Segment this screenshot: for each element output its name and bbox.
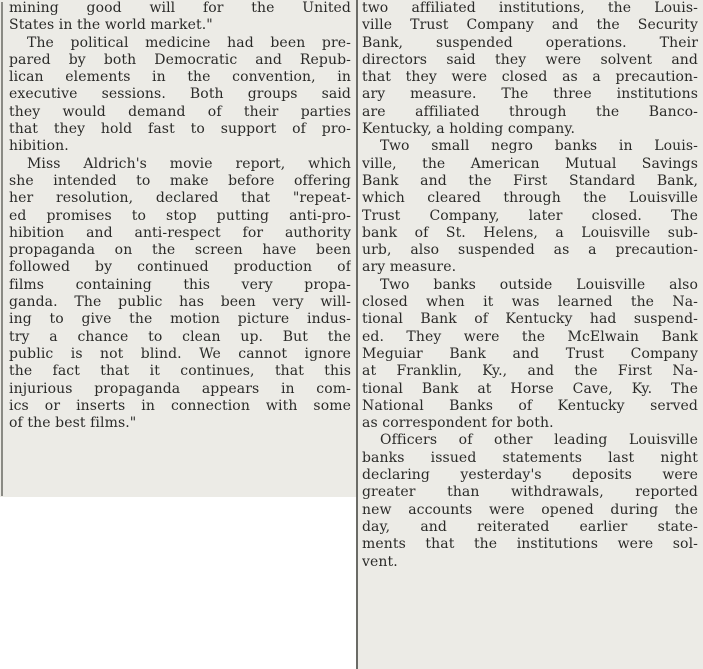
text-line: they would demand of their parties — [9, 103, 351, 120]
text-line: day, and reiterated earlier state- — [362, 518, 698, 535]
text-line: are affiliated through the Banco- — [362, 103, 698, 120]
text-line: ville, the American Mutual Savings — [362, 155, 698, 172]
text-line: Bank, suspended operations. Their — [362, 34, 698, 51]
text-line: bank of St. Helens, a Louisville sub- — [362, 224, 698, 241]
text-line: vent. — [362, 553, 398, 570]
text-line: States in the world market." — [9, 17, 213, 34]
text-line: ed. They were the McElwain Bank — [362, 328, 698, 345]
text-line: the fact that it continues, that this — [9, 363, 351, 380]
text-line: of the best films." — [9, 415, 137, 432]
text-line: two affiliated institutions, the Louis- — [362, 0, 698, 16]
text-line: new accounts were opened during the — [362, 501, 698, 518]
text-line: mining good will for the United — [9, 0, 351, 16]
text-line: pared by both Democratic and Repub- — [9, 51, 351, 68]
text-line: films containing this very propa- — [9, 276, 351, 293]
text-line: urb, also suspended as a precaution- — [362, 242, 698, 259]
text-line: Two banks outside Louisville also — [380, 276, 698, 293]
text-line: propaganda on the screen have been — [9, 242, 351, 259]
left-edge-scan-mark — [1, 2, 3, 496]
text-line: ments that the institutions were sol- — [362, 536, 698, 553]
text-line: injurious propaganda appears in com- — [9, 380, 351, 397]
text-line: followed by continued production of — [9, 259, 351, 276]
text-line: The political medicine had been pre- — [27, 34, 351, 51]
text-line: as correspondent for both. — [362, 415, 554, 432]
text-line: greater than withdrawals, reported — [362, 484, 698, 501]
text-line: lican elements in the convention, in — [9, 69, 351, 86]
text-line: public is not blind. We cannot ignore — [9, 345, 351, 362]
text-line: Trust Company, later closed. The — [362, 207, 698, 224]
text-line: ing to give the motion picture indus- — [9, 311, 351, 328]
text-line: Bank and the First Standard Bank, — [362, 172, 698, 189]
text-line: ics or inserts in connection with some — [9, 397, 351, 414]
left-text-column — [9, 0, 351, 432]
text-line: Miss Aldrich's movie report, which — [27, 155, 351, 172]
text-line: hibition. — [9, 138, 69, 155]
column-divider-rule — [356, 0, 358, 669]
text-line: closed when it was learned the Na- — [362, 294, 698, 311]
text-line: ary measure. — [362, 259, 457, 276]
text-line: ary measure. The three institutions — [362, 86, 698, 103]
text-line: ganda. The public has been very will- — [9, 294, 351, 311]
text-line: directors said they were solvent and — [362, 51, 698, 68]
text-line: tional Bank of Kentucky had suspend- — [362, 311, 698, 328]
text-line: Meguiar Bank and Trust Company — [362, 345, 698, 362]
text-line: tional Bank at Horse Cave, Ky. The — [362, 380, 698, 397]
text-line: she intended to make before offering — [9, 172, 351, 189]
text-line: Officers of other leading Louisville — [380, 432, 698, 449]
right-text-column — [362, 0, 698, 571]
text-line: which cleared through the Louisville — [362, 190, 698, 207]
text-line: her resolution, declared that "repeat- — [9, 190, 351, 207]
text-line: that they hold fast to support of pro- — [9, 121, 351, 138]
text-line: declaring yesterday's deposits were — [362, 467, 698, 484]
text-line: Kentucky, a holding company. — [362, 121, 576, 138]
text-line: at Franklin, Ky., and the First Na- — [362, 363, 698, 380]
text-line: banks issued statements last night — [362, 449, 698, 466]
text-line: ville Trust Company and the Security — [362, 17, 698, 34]
text-line: that they were closed as a precaution- — [362, 69, 698, 86]
text-line: try a chance to clean up. But the — [9, 328, 351, 345]
text-line: Two small negro banks in Louis- — [380, 138, 698, 155]
text-line: hibition and anti-respect for authority — [9, 224, 351, 241]
text-line: National Banks of Kentucky served — [362, 397, 698, 414]
text-line: ed promises to stop putting anti-pro- — [9, 207, 351, 224]
text-line: executive sessions. Both groups said — [9, 86, 351, 103]
